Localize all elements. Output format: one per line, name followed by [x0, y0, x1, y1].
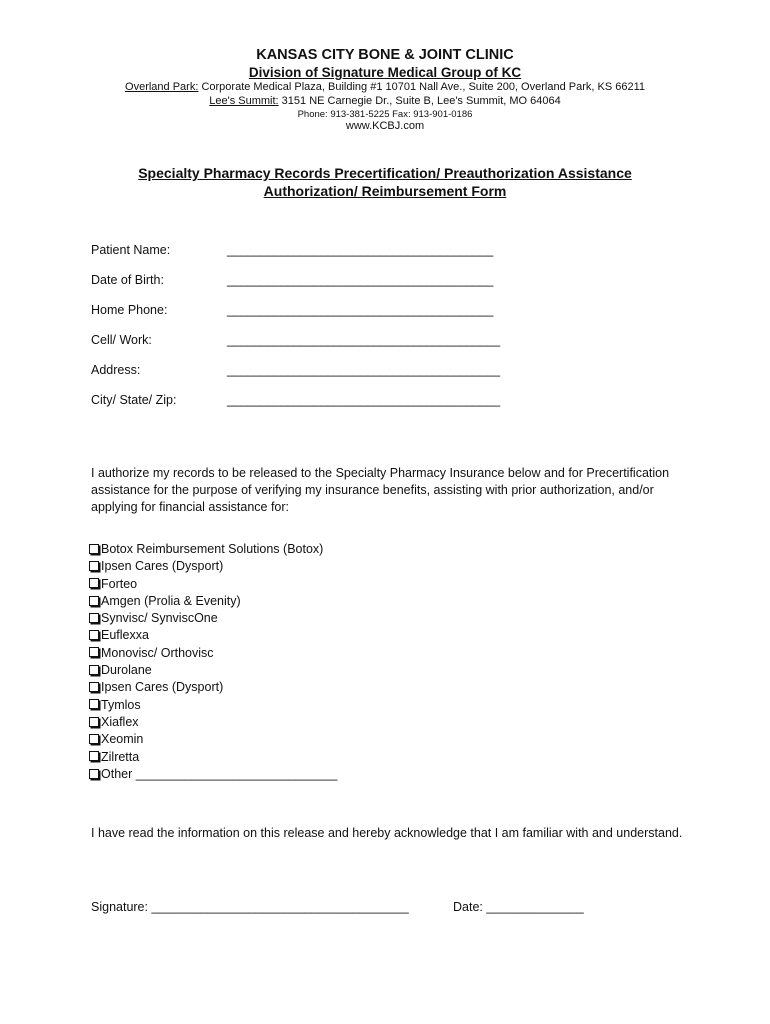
cell-work-label: Cell/ Work: [91, 333, 152, 347]
checkbox-icon[interactable] [89, 734, 99, 744]
website: www.KCBJ.com [345, 120, 425, 132]
checkbox-icon[interactable] [89, 561, 99, 571]
checkbox-icon[interactable] [89, 682, 99, 692]
checkbox-icon[interactable] [89, 769, 99, 779]
option-euflexxa[interactable] [89, 627, 337, 644]
option-durolane[interactable] [89, 662, 337, 679]
division-name: Division of Signature Medical Group of KC [248, 65, 522, 80]
date-of-birth-label: Date of Birth: [91, 273, 164, 287]
patient-name-field[interactable]: ________________________________________ [227, 243, 494, 257]
address-field[interactable]: _________________________________________ [227, 363, 500, 377]
option-zilretta[interactable] [89, 749, 337, 766]
authorization-text: I authorize my records to be released to the Specialty Pharmacy Insurance below and for Precertification assistance for the purpose of verifying my insurance benefits, assisting with prior authorization, and/or applying for financial assistance for: [91, 466, 670, 514]
option-label: Xeomin [101, 732, 144, 747]
option-label: Botox Reimbursement Solutions (Botox) [101, 542, 324, 556]
option-forteo[interactable] [89, 576, 337, 593]
option-xeomin[interactable] [89, 731, 337, 748]
signature-field[interactable]: Signature: _____________________________________ [91, 900, 409, 914]
city-state-zip-field[interactable]: _________________________________________ [227, 393, 500, 407]
option-botox[interactable] [89, 541, 337, 558]
option-monovisc[interactable] [89, 645, 337, 662]
checkbox-icon[interactable] [89, 578, 99, 588]
patient-name-label: Patient Name: [91, 243, 171, 257]
form-title-line2: Authorization/ Reimbursement Form [263, 183, 507, 199]
checkbox-icon[interactable] [89, 647, 99, 657]
city-state-zip-label: City/ State/ Zip: [91, 393, 177, 407]
option-tymlos[interactable] [89, 697, 337, 714]
acknowledgement-text: I have read the information on this release and hereby acknowledge that I am familiar with and understand. [91, 826, 683, 840]
phone-fax: Phone: 913-381-5225 Fax: 913-901-0186 [297, 109, 473, 120]
option-other[interactable] [89, 766, 337, 783]
checkbox-icon[interactable] [89, 544, 99, 554]
pharmacy-options-list [89, 541, 337, 783]
checkbox-icon[interactable] [89, 717, 99, 727]
option-ipsen-cares-2[interactable] [89, 679, 337, 696]
checkbox-icon[interactable] [89, 630, 99, 640]
option-label: Amgen (Prolia & Evenity) [101, 593, 241, 608]
option-label: Forteo [101, 576, 138, 591]
checkbox-icon[interactable] [89, 751, 99, 761]
option-label: Xiaflex [101, 714, 139, 729]
clinic-name: KANSAS CITY BONE & JOINT CLINIC [256, 47, 514, 63]
location-overland-park [0, 81, 770, 93]
address-label: Address: [91, 363, 141, 377]
option-label: Monovisc/ Orthovisc [101, 645, 214, 660]
date-field[interactable]: Date: ______________ [453, 900, 584, 914]
home-phone-field[interactable]: ________________________________________ [227, 303, 494, 317]
date-of-birth-field[interactable]: ________________________________________ [227, 273, 494, 287]
option-xiaflex[interactable] [89, 714, 337, 731]
checkbox-icon[interactable] [89, 699, 99, 709]
form-title-line1: Specialty Pharmacy Records Precertification/ Preauthorization Assistance [138, 165, 632, 181]
cell-work-field[interactable]: _________________________________________ [227, 333, 500, 347]
checkbox-icon[interactable] [89, 613, 99, 623]
location-label: Overland Park: [125, 81, 199, 93]
location-address: Corporate Medical Plaza, Building #1 10701 Nall Ave., Suite 200, Overland Park, KS 66211 [201, 81, 645, 93]
checkbox-icon[interactable] [89, 596, 99, 606]
option-label: Zilretta [101, 749, 140, 764]
option-synvisc[interactable] [89, 610, 337, 627]
checkbox-icon[interactable] [89, 665, 99, 675]
location-address: 3151 NE Carnegie Dr., Suite B, Lee's Summit, MO 64064 [281, 95, 561, 107]
option-label: Euflexxa [101, 628, 149, 643]
location-lees-summit [0, 95, 770, 107]
option-label: Tymlos [101, 697, 141, 712]
option-ipsen-cares[interactable] [89, 558, 337, 575]
option-label: Durolane [101, 663, 152, 678]
location-label: Lee's Summit: [209, 95, 279, 107]
option-label: Ipsen Cares (Dysport) [101, 680, 224, 695]
option-amgen[interactable] [89, 593, 337, 610]
option-label: Other _____________________________ [101, 766, 338, 781]
option-label: Ipsen Cares (Dysport) [101, 559, 224, 574]
option-label: Synvisc/ SynviscOne [101, 611, 218, 626]
home-phone-label: Home Phone: [91, 303, 168, 317]
